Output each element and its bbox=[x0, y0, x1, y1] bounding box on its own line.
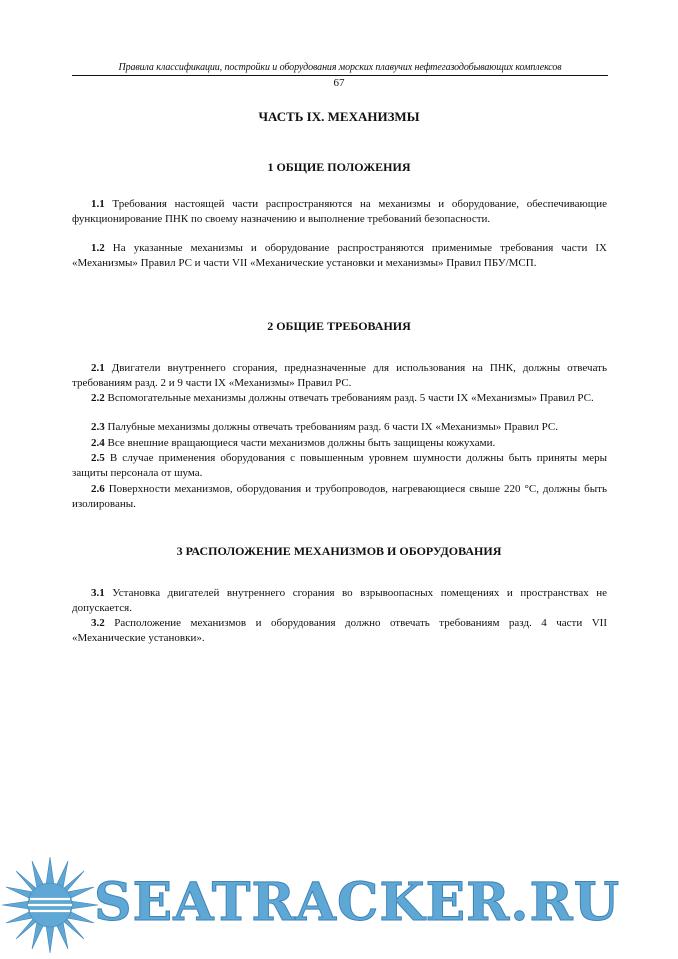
watermark-text: SEATRACKER.RU bbox=[94, 872, 621, 933]
paragraph-1-1 bbox=[72, 197, 607, 226]
part-title: ЧАСТЬ IX. МЕХАНИЗМЫ bbox=[258, 109, 420, 124]
section-title-3: 3 РАСПОЛОЖЕНИЕ МЕХАНИЗМОВ И ОБОРУДОВАНИЯ bbox=[176, 544, 502, 558]
section-title-2: 2 ОБЩИЕ ТРЕБОВАНИЯ bbox=[267, 319, 411, 333]
clause-number: 3.1 bbox=[91, 587, 105, 599]
clause-text: Требования настоящей части распространяются на механизмы и оборудование, обеспечивающие функционирование ПНК по своему назначению и выполнение требований безопасности. bbox=[72, 198, 607, 225]
watermark bbox=[0, 851, 678, 959]
clause-number: 2.1 bbox=[91, 362, 105, 374]
clause-number: 3.2 bbox=[91, 617, 105, 629]
clause-text: Палубные механизмы должны отвечать требованиям разд. 6 части IX «Механизмы» Правил РС. bbox=[104, 421, 558, 433]
header-rule bbox=[72, 75, 608, 76]
clause-text: Расположение механизмов и оборудования должно отвечать требованиям разд. 4 части VII «Механические установки». bbox=[72, 617, 607, 644]
clause-number: 1.1 bbox=[91, 198, 105, 210]
running-head: Правила классификации, постройки и оборудования морских плавучих нефтегазодобывающих комплексов bbox=[118, 62, 562, 73]
paragraph-3-1 bbox=[72, 586, 607, 615]
section-title-1: 1 ОБЩИЕ ПОЛОЖЕНИЯ bbox=[267, 160, 411, 174]
paragraph-2-5 bbox=[72, 451, 607, 480]
clause-text: Установка двигателей внутреннего сгорания во взрывоопасных помещениях и пространствах не допускается. bbox=[72, 587, 607, 614]
paragraph-2-2 bbox=[72, 391, 607, 406]
paragraph-1-2 bbox=[72, 241, 607, 270]
paragraph-2-1 bbox=[72, 361, 607, 390]
clause-number: 2.5 bbox=[91, 452, 105, 464]
sun-logo-icon bbox=[0, 855, 100, 955]
clause-text: Вспомогательные механизмы должны отвечать требованиям разд. 5 части IX «Механизмы» Правил РС. bbox=[104, 392, 594, 404]
clause-number: 2.6 bbox=[91, 483, 105, 495]
clause-text: Двигатели внутреннего сгорания, предназначенные для использования на ПНК, должны отвечать требованиям разд. 2 и 9 части IX «Механизмы» Правил РС. bbox=[72, 362, 607, 389]
paragraph-2-4 bbox=[72, 436, 607, 451]
paragraph-2-3 bbox=[72, 420, 607, 435]
clause-number: 2.4 bbox=[91, 437, 105, 449]
clause-number: 2.3 bbox=[91, 421, 105, 433]
clause-number: 1.2 bbox=[91, 242, 105, 254]
clause-text: На указанные механизмы и оборудование распространяются применимые требования части IX «Механизмы» Правил РС и части VII «Механические установки и механизмы» Правил ПБУ/МСП. bbox=[72, 242, 607, 269]
clause-text: Все внешние вращающиеся части механизмов должны быть защищены кожухами. bbox=[104, 437, 496, 449]
page-number: 67 bbox=[333, 77, 345, 89]
clause-text: В случае применения оборудования с повышенным уровнем шумности должны быть приняты меры защиты персонала от шума. bbox=[72, 452, 607, 479]
clause-text: Поверхности механизмов, оборудования и трубопроводов, нагревающиеся свыше 220 °С, должны быть изолированы. bbox=[72, 483, 607, 510]
paragraph-3-2 bbox=[72, 616, 607, 645]
clause-number: 2.2 bbox=[91, 392, 105, 404]
paragraph-2-6 bbox=[72, 482, 607, 511]
